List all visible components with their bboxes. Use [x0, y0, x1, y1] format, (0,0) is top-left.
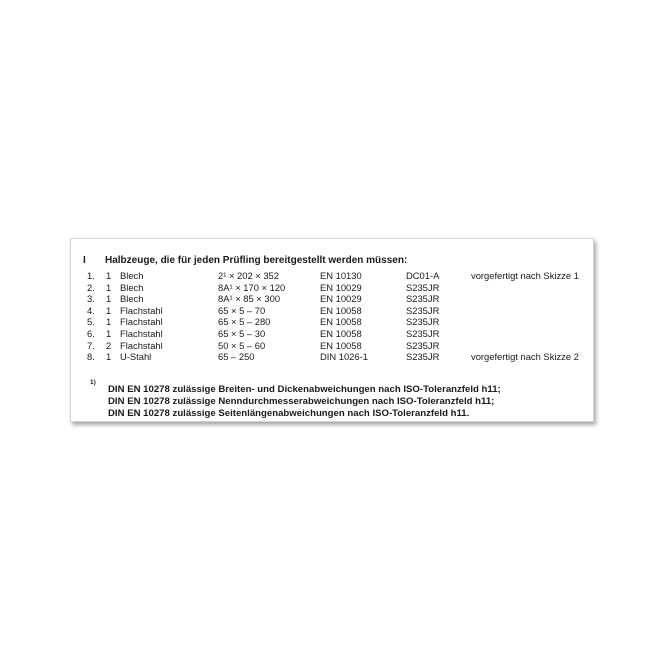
item-name: Flachstahl — [120, 316, 163, 328]
item-dimensions: 65 × 5 – 70 — [218, 304, 266, 316]
list-item — [71, 293, 593, 305]
item-dimensions: 8A¹ × 85 × 300 — [218, 293, 281, 305]
item-number: 4. — [87, 304, 95, 316]
item-number: 3. — [87, 293, 95, 305]
item-material: S235JR — [406, 316, 440, 328]
item-material: S235JR — [406, 339, 440, 351]
item-number: 1. — [87, 270, 95, 281]
item-standard: EN 10029 — [320, 293, 362, 305]
item-material: S235JR — [406, 327, 440, 339]
footnote-line: DIN EN 10278 zulässige Seitenlängenabweichungen nach ISO-Toleranzfeld h11. — [108, 408, 470, 419]
footnote-block — [108, 384, 501, 420]
item-name: Blech — [120, 281, 144, 293]
item-standard: EN 10058 — [320, 339, 362, 351]
item-name: Flachstahl — [120, 339, 163, 351]
item-quantity: 1 — [106, 270, 112, 281]
list-item — [71, 270, 593, 282]
item-quantity: 1 — [106, 351, 112, 363]
item-number: 8. — [87, 351, 95, 363]
item-material: S235JR — [406, 281, 440, 293]
item-number: 2. — [87, 281, 95, 293]
materials-list — [71, 270, 593, 363]
item-name: U-Stahl — [120, 351, 152, 363]
item-dimensions: 50 × 5 – 60 — [218, 339, 266, 351]
item-material: DC01-A — [406, 270, 440, 281]
item-standard: DIN 1026-1 — [320, 351, 368, 363]
item-number: 7. — [87, 339, 95, 351]
item-dimensions: 65 – 250 — [218, 351, 255, 363]
item-material: S235JR — [406, 304, 440, 316]
item-material: S235JR — [406, 351, 440, 363]
item-number: 5. — [87, 316, 95, 328]
item-dimensions: 65 × 5 – 30 — [218, 327, 266, 339]
list-item — [71, 282, 593, 294]
item-standard: EN 10058 — [320, 327, 362, 339]
item-quantity: 1 — [106, 281, 112, 293]
footnote-line: DIN EN 10278 zulässige Breiten- und Dickenabweichungen nach ISO-Toleranzfeld h11; — [108, 384, 501, 395]
section-number: I — [83, 255, 86, 266]
item-quantity: 1 — [106, 293, 112, 305]
list-item — [71, 328, 593, 340]
item-name: Flachstahl — [120, 304, 163, 316]
document-panel — [70, 238, 594, 422]
item-dimensions: 65 × 5 – 280 — [218, 316, 271, 328]
footnote-line: DIN EN 10278 zulässige Nenndurchmesserabweichungen nach ISO-Toleranzfeld h11; — [108, 396, 495, 407]
item-quantity: 2 — [106, 339, 112, 351]
item-name: Flachstahl — [120, 327, 163, 339]
item-standard: EN 10029 — [320, 281, 362, 293]
item-quantity: 1 — [106, 304, 112, 316]
list-item — [71, 305, 593, 317]
footnote-marker: 1) — [90, 379, 96, 386]
list-item — [71, 351, 593, 363]
list-item — [71, 340, 593, 352]
item-note: vorgefertigt nach Skizze 1 — [471, 270, 579, 281]
item-note: vorgefertigt nach Skizze 2 — [471, 351, 579, 363]
item-number: 6. — [87, 327, 95, 339]
item-quantity: 1 — [106, 327, 112, 339]
item-name: Blech — [120, 293, 144, 305]
item-name: Blech — [120, 270, 144, 281]
item-standard: EN 10058 — [320, 304, 362, 316]
item-quantity: 1 — [106, 316, 112, 328]
item-material: S235JR — [406, 293, 440, 305]
item-dimensions: 2¹ × 202 × 352 — [218, 270, 279, 281]
section-title: Halbzeuge, die für jeden Prüfling bereitgestellt werden müssen: — [105, 255, 408, 266]
item-standard: EN 10058 — [320, 316, 362, 328]
list-item — [71, 316, 593, 328]
item-dimensions: 8A¹ × 170 × 120 — [218, 281, 286, 293]
item-standard: EN 10130 — [320, 270, 362, 281]
